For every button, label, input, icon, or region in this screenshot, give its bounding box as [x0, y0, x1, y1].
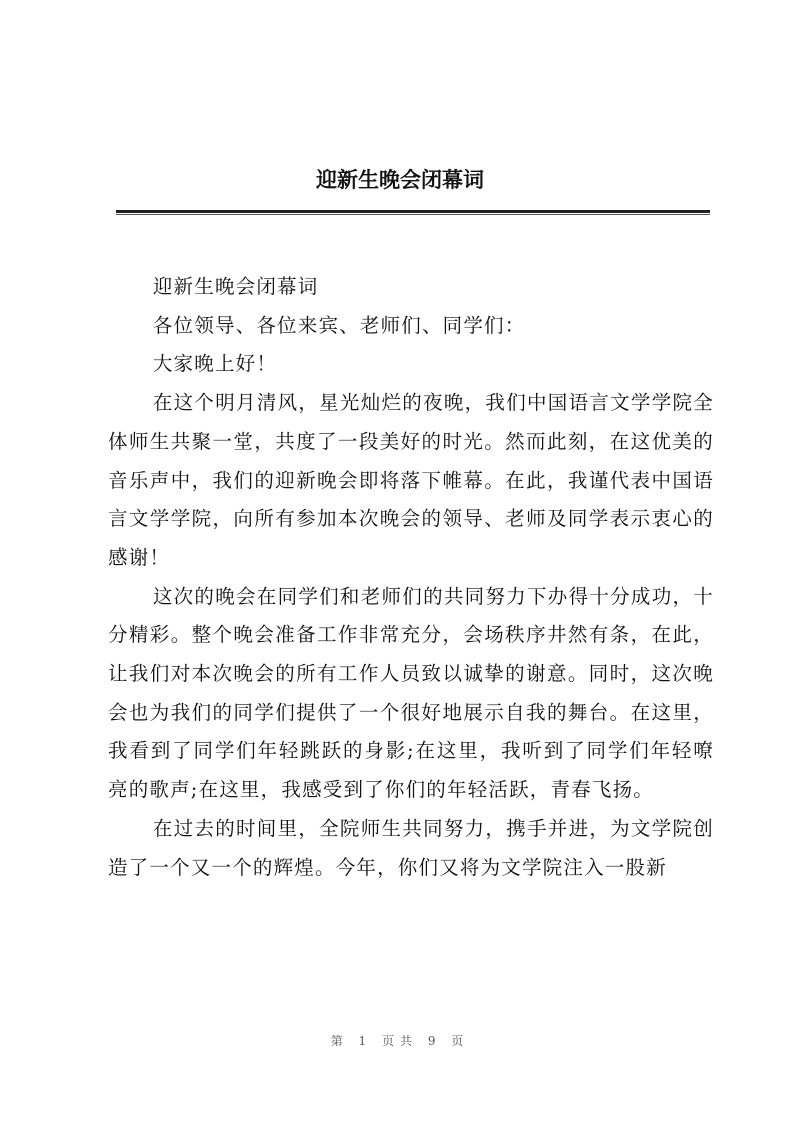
title-divider-thin [116, 214, 710, 215]
document-title: 迎新生晚会闭幕词 [316, 167, 484, 192]
document-body [108, 268, 714, 887]
paragraph-thanks: 这次的晚会在同学们和老师们的共同努力下办得十分成功，十分精彩。整个晚会准备工作非常充分，会场秩序井然有条，在此，让我们对本次晚会的所有工作人员致以诚挚的谢意。同时，这次晚会也为我们的同学们提供了一个很好地展示自我的舞台。在这里，我看到了同学们年轻跳跃的身影;在这里，我听到了同学们年轻嘹亮的歌声;在这里，我感受到了你们的年轻活跃，青春飞扬。 [108, 584, 714, 802]
paragraph-opening: 在这个明月清风，星光灿烂的夜晚，我们中国语言文学学院全体师生共聚一堂，共度了一段美好的时光。然而此刻，在这优美的音乐声中，我们的迎新晚会即将落下帷幕。在此，我谨代表中国语言文学学院，向所有参加本次晚会的领导、老师及同学表示衷心的感谢！ [108, 391, 714, 569]
page-footer: 第 1 页共 9 页 [330, 1034, 470, 1048]
title-divider [116, 210, 710, 213]
paragraph-continuation: 在过去的时间里，全院师生共同努力，携手并进，为文学院创造了一个又一个的辉煌。今年，你们又将为文学院注入一股新 [108, 816, 714, 879]
paragraph-heading: 迎新生晚会闭幕词 [152, 275, 319, 298]
paragraph-salutation: 各位领导、各位来宾、老师们、同学们： [152, 313, 526, 337]
paragraph-greeting: 大家晚上好！ [152, 352, 278, 376]
